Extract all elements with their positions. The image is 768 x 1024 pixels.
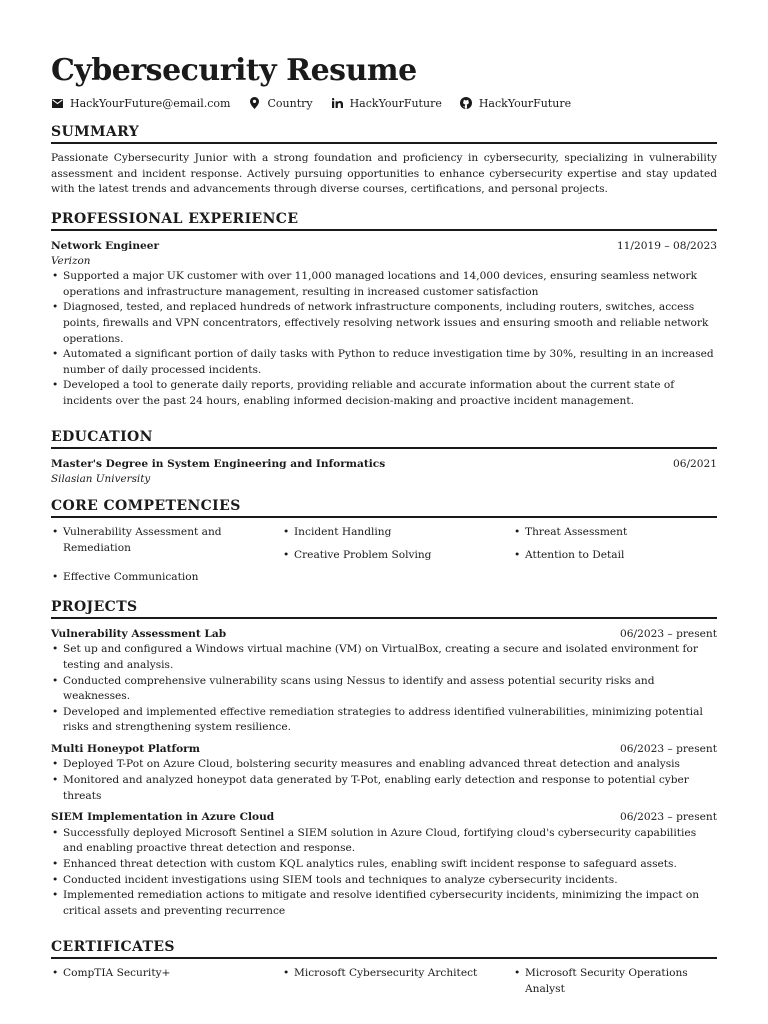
list-item-text: Attention to Detail bbox=[525, 548, 625, 561]
list-item: • Conducted incident investigations using SIEM tools and techniques to analyze cybersecurity incidents. bbox=[51, 873, 717, 889]
list-item: • Supported a major UK customer with over 11,000 managed locations and 14,000 devices, ensuring seamless network operations and infrastructure management, resulting in increased customer satisfaction bbox=[51, 269, 717, 300]
competencies-column-3 bbox=[513, 525, 717, 563]
job-dates: 11/2019 – 08/2023 bbox=[616, 239, 717, 252]
bullet-dot: • bbox=[514, 548, 521, 561]
contact-location bbox=[248, 97, 312, 110]
job-title: Network Engineer bbox=[51, 239, 160, 252]
linkedin-icon bbox=[331, 97, 344, 109]
project-dates: 06/2023 – present bbox=[620, 742, 717, 755]
list-item: • Implemented remediation actions to mitigate and resolve identified cybersecurity incidents, minimizing the impact on critical assets and preventing recurrence bbox=[51, 888, 717, 919]
bullet-dot: • bbox=[283, 526, 290, 539]
list-item: • Vulnerability Assessment and Remediation bbox=[51, 525, 282, 563]
list-item bbox=[282, 548, 513, 564]
list-item: • Microsoft Cybersecurity Architect bbox=[282, 966, 513, 997]
list-item: • Enhanced threat detection with custom KQL analytics rules, enabling swift incident response to safeguard assets. bbox=[51, 857, 717, 873]
list-item: • Diagnosed, tested, and replaced hundreds of network infrastructure components, including routers, switches, access points, firewalls and VPN concentrators, effectively resolving network issues and ensuring smooth and reliable network operations. bbox=[51, 300, 717, 347]
bullet-dot: • bbox=[514, 526, 521, 539]
contact-email[interactable] bbox=[51, 97, 230, 110]
project-dates: 06/2023 – present bbox=[620, 627, 717, 640]
certificates-section bbox=[51, 938, 717, 997]
job-company: Verizon bbox=[51, 255, 91, 268]
contact-bar bbox=[51, 95, 717, 111]
mail-icon bbox=[51, 97, 64, 109]
contact-email-text: HackYourFuture@email.com bbox=[70, 96, 231, 110]
list-item: • Set up and configured a Windows virtual machine (VM) on VirtualBox, creating a secure and isolated environment for testing and analysis. bbox=[51, 642, 717, 673]
contact-linkedin[interactable] bbox=[331, 97, 442, 110]
project-name: SIEM Implementation in Azure Cloud bbox=[51, 811, 275, 824]
projects-section bbox=[51, 598, 717, 919]
list-item: • Developed and implemented effective remediation strategies to address identified vulnerabilities, minimizing potential risks and strengthening system resilience. bbox=[51, 705, 717, 736]
list-item: • Developed a tool to generate daily reports, providing reliable and accurate information about the current state of incidents over the past 24 hours, enabling informed decision-making and proactive incident management. bbox=[51, 378, 717, 409]
certificates-list bbox=[51, 966, 717, 997]
degree-title: Master's Degree in System Engineering and Informatics bbox=[51, 457, 386, 470]
project-bullets bbox=[51, 757, 717, 804]
project-entry bbox=[51, 742, 717, 804]
education-entry bbox=[51, 457, 717, 488]
education-section bbox=[51, 428, 717, 488]
resume-title: Cybersecurity Resume bbox=[51, 53, 417, 88]
competencies-column-2 bbox=[282, 525, 513, 563]
location-pin-icon bbox=[248, 97, 261, 109]
list-item: • Deployed T-Pot on Azure Cloud, bolstering security measures and enabling advanced threat detection and analysis bbox=[51, 757, 717, 773]
project-bullets bbox=[51, 642, 717, 736]
list-item: • Automated a significant portion of daily tasks with Python to reduce investigation time by 30%, resulting in an increased number of daily processed incidents. bbox=[51, 347, 717, 378]
list-item: • CompTIA Security+ bbox=[51, 966, 282, 997]
contact-github[interactable] bbox=[460, 97, 571, 110]
job-bullets bbox=[51, 269, 717, 409]
education-heading: EDUCATION bbox=[51, 428, 717, 449]
project-name: Vulnerability Assessment Lab bbox=[51, 627, 227, 640]
contact-linkedin-text: HackYourFuture bbox=[349, 96, 442, 110]
list-item-text: Incident Handling bbox=[294, 526, 392, 539]
contact-location-text: Country bbox=[267, 96, 313, 110]
competencies-section bbox=[51, 497, 717, 586]
competencies-list bbox=[51, 525, 717, 586]
certificates-heading: CERTIFICATES bbox=[51, 938, 717, 959]
project-bullets bbox=[51, 826, 717, 920]
competencies-heading: CORE COMPETENCIES bbox=[51, 497, 717, 518]
summary-section bbox=[51, 123, 717, 198]
project-dates: 06/2023 – present bbox=[620, 811, 717, 824]
experience-heading: PROFESSIONAL EXPERIENCE bbox=[51, 210, 717, 231]
project-entry bbox=[51, 810, 717, 919]
list-item-text: Threat Assessment bbox=[525, 526, 628, 539]
list-item bbox=[513, 525, 717, 541]
list-item: • Successfully deployed Microsoft Sentinel a SIEM solution in Azure Cloud, fortifying cloud's cybersecurity capabilities and enabling proactive threat detection and response. bbox=[51, 826, 717, 857]
projects-heading: PROJECTS bbox=[51, 598, 717, 619]
list-item: • Effective Communication bbox=[51, 570, 282, 586]
list-item: • Conducted comprehensive vulnerability scans using Nessus to identify and assess potential security risks and weaknesses. bbox=[51, 674, 717, 705]
bullet-dot: • bbox=[283, 548, 290, 561]
project-entry bbox=[51, 627, 717, 736]
experience-section bbox=[51, 210, 717, 410]
summary-text: Passionate Cybersecurity Junior with a strong foundation and proficiency in cybersecurity, specializing in vulnerability assessment and incident response. Actively pursuing opportunities to enhance cybersecurity expertise and stay updated with the latest trends and advancements through diverse courses, certifications, and personal projects. bbox=[51, 152, 717, 196]
list-item: • Monitored and analyzed honeypot data generated by T-Pot, enabling early detection and response to potential cyber threats bbox=[51, 773, 717, 804]
list-item bbox=[282, 525, 513, 541]
degree-date: 06/2021 bbox=[672, 457, 717, 470]
github-icon bbox=[460, 97, 473, 109]
resume-page bbox=[51, 52, 717, 998]
list-item: • Microsoft Security Operations Analyst bbox=[513, 966, 717, 997]
summary-heading: SUMMARY bbox=[51, 123, 717, 144]
list-item bbox=[513, 548, 717, 564]
contact-github-text: HackYourFuture bbox=[478, 96, 572, 110]
list-item-text: Creative Problem Solving bbox=[294, 548, 432, 561]
project-name: Multi Honeypot Platform bbox=[51, 742, 200, 755]
experience-entry bbox=[51, 239, 717, 410]
school-name: Silasian University bbox=[51, 473, 151, 486]
